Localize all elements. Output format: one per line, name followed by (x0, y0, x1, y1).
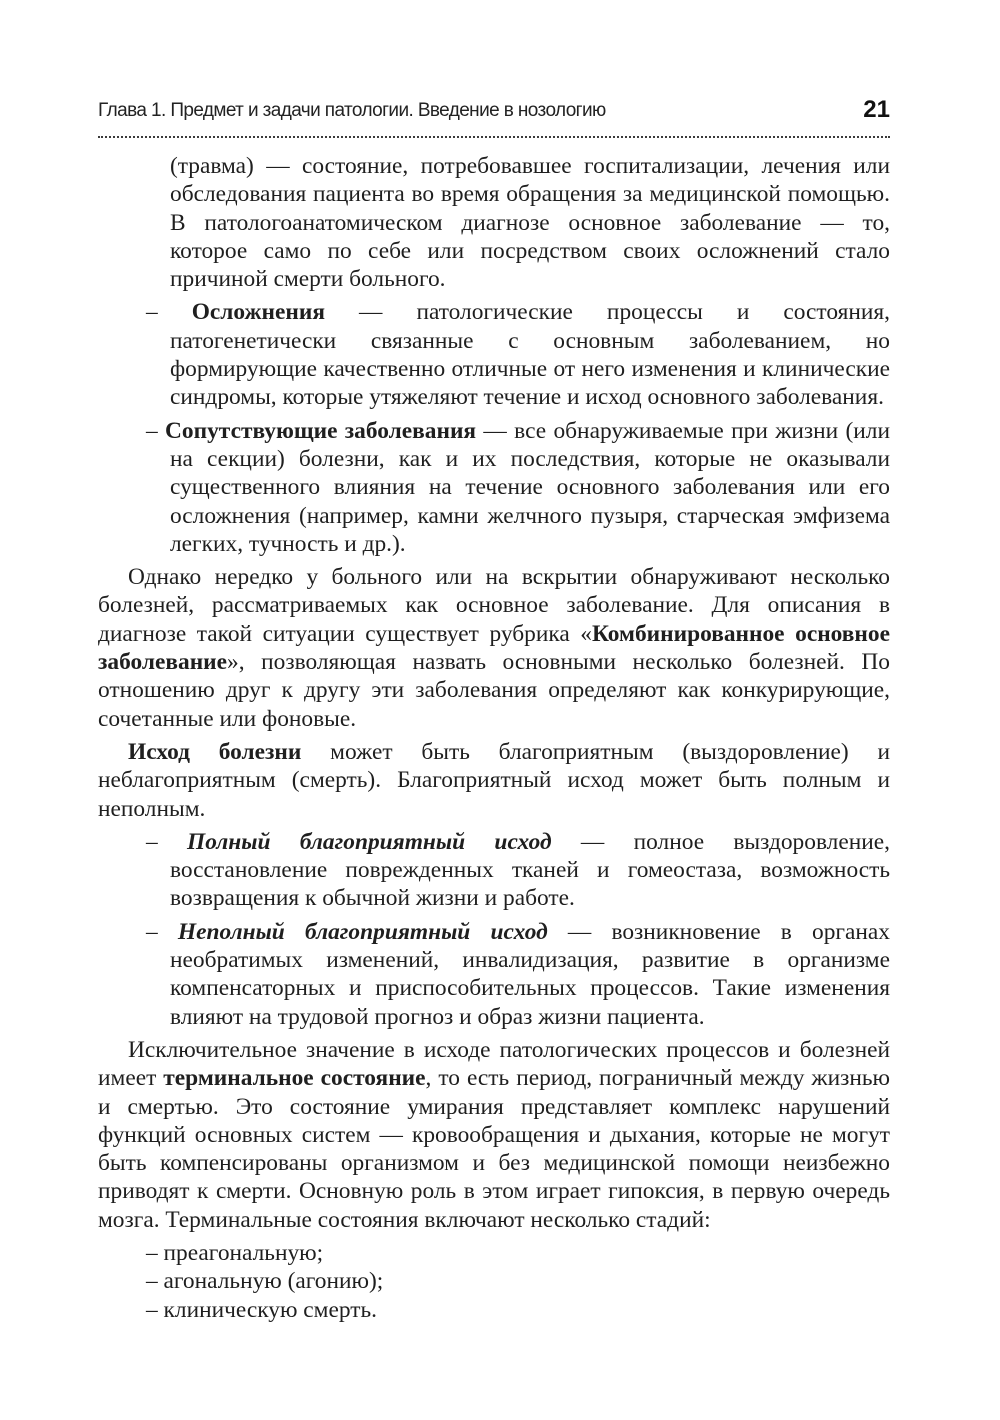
paragraph-terminal-state (98, 1036, 890, 1234)
definition-full-outcome: — полное выздоровление, восстановление поврежденных тканей и гомеостаза, возможность возвращения к обычной жизни и работе. (170, 828, 890, 912)
text-segment: может быть благоприятным (выздоровление) и неблагоприятным (смерть). Благоприятный исход может быть полным и неполным. (98, 738, 891, 822)
stages-list (98, 1239, 890, 1324)
definition-concomitant: — все обнаруживаемые при жизни (или на секции) болезни, как и их последствия, которые не оказывали существенного влияния на течение основного заболевания или его осложнения (например, камни желчного пузыря, старческая эмфизема легких, тучность и др.). (170, 417, 890, 557)
term-concomitant: Сопутствующие заболевания (165, 417, 477, 444)
text-segment: Однако нередко у больного или на вскрытии обнаруживают несколько болезней, рассматриваемых как основное заболевание. Для описания в диагнозе такой ситуации существует рубрика « (98, 564, 890, 647)
dash: – (146, 417, 166, 444)
term-combined-disease: Комбинированное основное заболевание (98, 620, 890, 676)
term-terminal-state: терминальное состояние (163, 1065, 426, 1092)
book-page (98, 96, 890, 1324)
dash: – (146, 828, 187, 855)
text-segment: , то есть период, пограничный между жизнью и смертью. Это состояние умирания представляет комплекс нарушений функций основных систем — кровообращения и дыхания, которые не могут быть компенсированы организмом и без медицинской помощи неизбежно приводят к смерти. Основную роль в этом играет гипоксия, в первую очередь мозга. Терминальные состояния включают несколько стадий: (98, 1065, 890, 1233)
definition-complications: — патологические процессы и состояния, патогенетически связанные с основным заболеванием, но формирующие качественно отличные от него изменения и клинические синдромы, которые утяжеляют течение и исход основного заболевания. (170, 299, 890, 411)
list-item: – клиническую смерть. (146, 1296, 377, 1323)
running-head: Глава 1. Предмет и задачи патологии. Введение в нозологию (98, 100, 606, 121)
dash: – (146, 918, 178, 945)
page-number: 21 (863, 96, 890, 123)
list-item: – преагональную; (146, 1239, 324, 1266)
list-item-full-outcome (98, 828, 890, 913)
paragraph-combined-disease (98, 563, 890, 733)
dash: – (146, 299, 192, 326)
term-complications: Осложнения (191, 299, 325, 326)
list-item-complications (98, 298, 890, 411)
text-segment: Исключительное значение в исходе патологических процессов и болезней имеет (98, 1036, 890, 1092)
definition-partial-outcome: — возникновение в органах необратимых изменений, инвалидизация, развитие в организме компенсаторных и приспособительных процессов. Такие изменения влияют на трудовой прогноз и образ жизни пациента. (170, 918, 890, 1030)
page-body (98, 152, 890, 1324)
paragraph-main-disease-cont: (травма) — состояние, потребовавшее госпитализации, лечения или обследования пациента во время обращения за медицинской помощью. В патологоанатомическом диагнозе основное заболевание — то, которое само по себе или посредством своих осложнений стало причиной смерти больного. (170, 153, 890, 293)
list-item-partial-outcome (98, 918, 890, 1031)
paragraph-disease-outcome (98, 738, 890, 823)
term-full-outcome: Полный благоприятный исход (187, 828, 552, 855)
term-disease-outcome: Исход болезни (128, 738, 302, 765)
term-partial-outcome: Неполный благоприятный исход (177, 918, 548, 945)
page-header (98, 96, 890, 138)
text-segment: », позволяющая назвать основными несколько болезней. По отношению друг к другу эти заболевания определяют как конкурирующие, сочетанные или фоновые. (98, 649, 890, 732)
list-item: – агональную (агонию); (146, 1268, 384, 1295)
list-item-concomitant (98, 417, 890, 558)
